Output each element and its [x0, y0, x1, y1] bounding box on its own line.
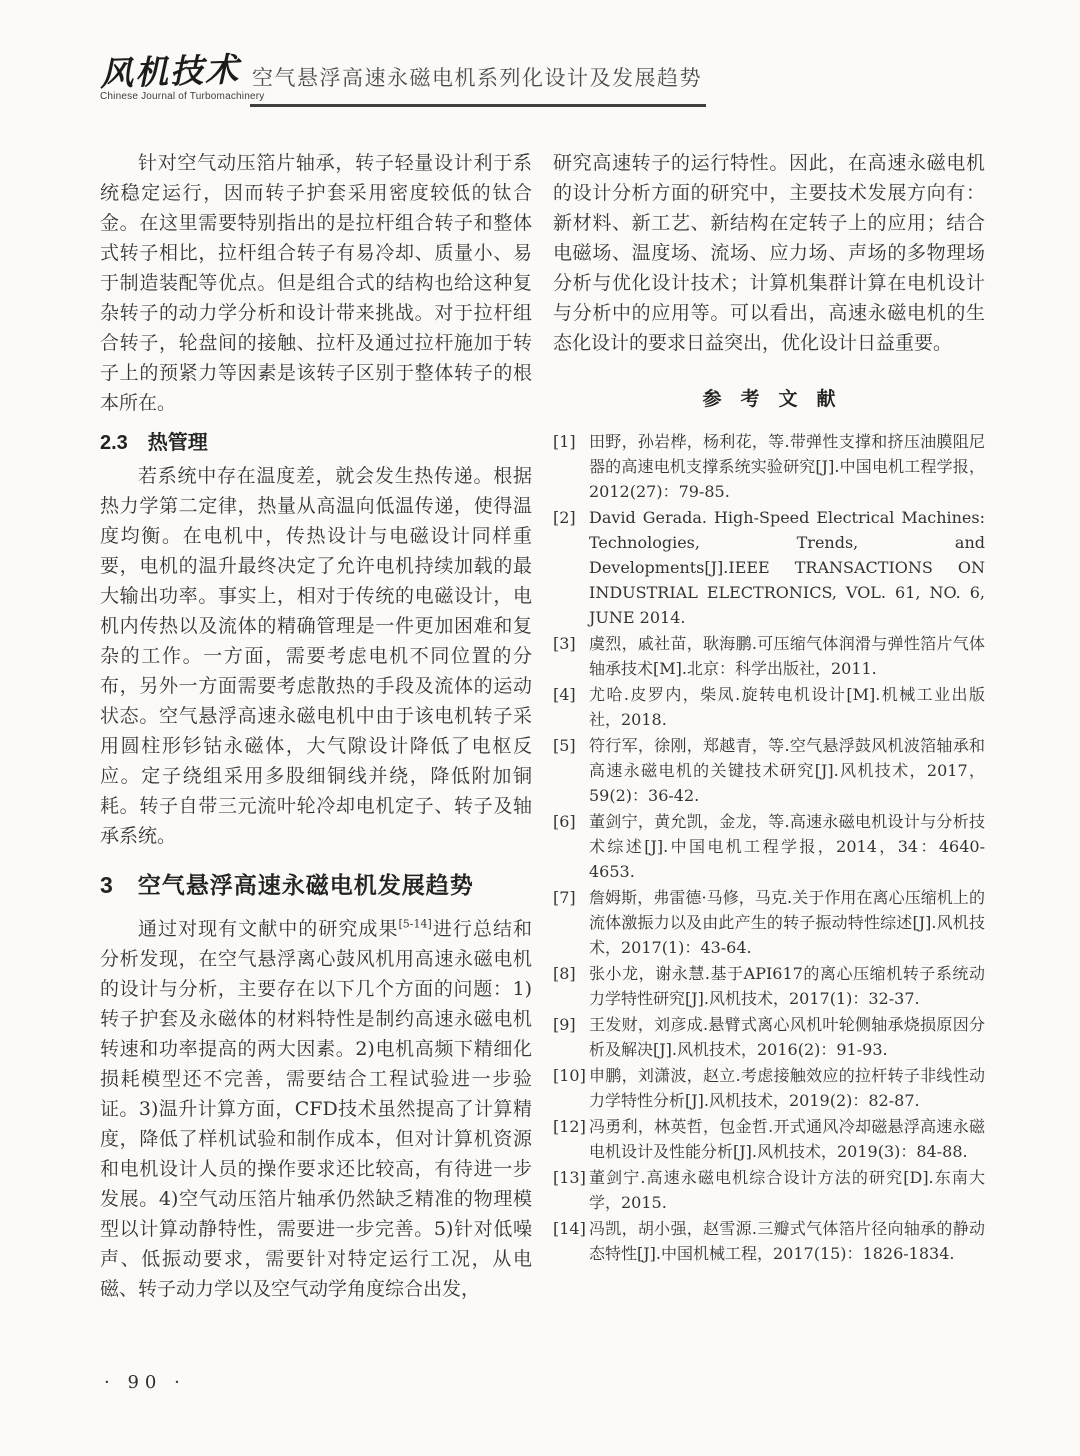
reference-number: [8] [553, 964, 576, 983]
references-list [553, 429, 985, 1266]
reference-number: [14] [553, 1219, 586, 1238]
journal-logo [99, 49, 265, 102]
reference-number: [7] [553, 888, 576, 907]
section-heading-2-3: 2.3 热管理 [100, 432, 208, 454]
reference-item [553, 885, 985, 960]
reference-text: 董剑宁.高速永磁电机综合设计方法的研究[D].东南大学，2015. [589, 1168, 985, 1212]
reference-text: David Gerada. High-Speed Electrical Machines: Technologies, Trends, and Developments[J].IEEE TRANSACTIONS ON INDUSTRIAL ELECTRONICS, VOL. 61, NO. 6, JUNE 2014. [589, 508, 985, 627]
reference-text: 尤哈.皮罗内，柴凤.旋转电机设计[M].机械工业出版社，2018. [589, 685, 985, 729]
reference-number: [13] [553, 1168, 586, 1187]
left-column [100, 148, 532, 1304]
reference-number: [6] [553, 812, 576, 831]
reference-item [553, 1063, 985, 1113]
reference-item [553, 1012, 985, 1062]
reference-text: 董剑宁，黄允凯，金龙，等.高速永磁电机设计与分析技术综述[J].中国电机工程学报，2014，34：4640-4653. [589, 812, 985, 881]
page-header [99, 49, 980, 107]
reference-number: [5] [553, 736, 576, 755]
citation-superscript: [5-14] [398, 917, 432, 931]
reference-number: [2] [553, 508, 576, 527]
body-paragraph-rotor: 针对空气动压箔片轴承，转子轻量设计利于系统稳定运行，因而转子护套采用密度较低的钛合金。在这里需要特别指出的是拉杆组合转子和整体式转子相比，拉杆组合转子有易冷却、质量小、易于制造装配等优点。但是组合式的结构也给这种复杂转子的动力学分析和设计带来挑战。对于拉杆组合转子，轮盘间的接触、拉杆及通过拉杆施加于转子上的预紧力等因素是该转子区别于整体转子的根本所在。 [100, 152, 532, 414]
reference-text: 虞烈，戚社苗，耿海鹏.可压缩气体润滑与弹性箔片气体轴承技术[M].北京：科学出版社，2011. [589, 634, 985, 678]
page-number: · 90 · [104, 1372, 186, 1393]
right-column [553, 148, 985, 1267]
reference-text: 符行军，徐刚，郑越青，等.空气悬浮鼓风机波箔轴承和高速永磁电机的关键技术研究[J].风机技术，2017，59(2)：36-42. [589, 736, 985, 805]
reference-number: [9] [553, 1015, 576, 1034]
reference-number: [10] [553, 1066, 586, 1085]
reference-number: [1] [553, 432, 576, 451]
reference-item [553, 809, 985, 884]
section-heading-3: 3 空气悬浮高速永磁电机发展趋势 [100, 872, 474, 898]
reference-item [553, 505, 985, 630]
reference-number: [12] [553, 1117, 586, 1136]
reference-item [553, 429, 985, 504]
reference-item [553, 631, 985, 681]
trends-text-lead: 通过对现有文献中的研究成果 [138, 918, 399, 940]
reference-item [553, 682, 985, 732]
reference-text: 田野，孙岩桦，杨利花，等.带弹性支撑和挤压油膜阻尼器的高速电机支撑系统实验研究[J].中国电机工程学报，2012(27)：79-85. [589, 432, 985, 501]
reference-text: 冯凯，胡小强，赵雪源.三瓣式气体箔片径向轴承的静动态特性[J].中国机械工程，2017(15)：1826-1834. [589, 1219, 985, 1263]
reference-number: [3] [553, 634, 576, 653]
reference-item [553, 1114, 985, 1164]
reference-item [553, 1165, 985, 1215]
reference-text: 詹姆斯，弗雷德·马修，马克.关于作用在离心压缩机上的流体激振力以及由此产生的转子振动特性综述[J].风机技术，2017(1)：43-64. [589, 888, 985, 957]
journal-logo-title: 风机技术 [99, 49, 241, 94]
references-heading: 参 考 文 献 [702, 389, 836, 410]
trends-text-tail: 进行总结和分析发现，在空气悬浮离心鼓风机用高速永磁电机的设计与分析，主要存在以下几个方面的问题：1)转子护套及永磁体的材料特性是制约高速永磁电机转速和功率提高的两大因素。2)电机高频下精细化损耗模型还不完善，需要结合工程试验进一步验证。3)温升计算方面，CFD技术虽然提高了计算精度，降低了样机试验和制作成本，但对计算机资源和电机设计人员的操作要求还比较高，有待进一步发展。4)空气动压箔片轴承仍然缺乏精准的物理模型以计算动静特性，需要进一步完善。5)针对低噪声、低振动要求，需要针对特定运行工况，从电磁、转子动力学以及空气动学角度综合出发， [100, 918, 532, 1300]
journal-logo-subtitle: Chinese Journal of Turbomachinery [100, 91, 265, 102]
running-title: 空气悬浮高速永磁电机系列化设计及发展趋势 [250, 54, 706, 107]
reference-text: 申鹏，刘潇波，赵立.考虑接触效应的拉杆转子非线性动力学特性分析[J].风机技术，2019(2)：82-87. [589, 1066, 985, 1110]
reference-item [553, 1216, 985, 1266]
reference-number: [4] [553, 685, 576, 704]
reference-item [553, 733, 985, 808]
body-paragraph-thermal: 若系统中存在温度差，就会发生热传递。根据热力学第二定律，热量从高温向低温传递，使得温度均衡。在电机中，传热设计与电磁设计同样重要，电机的温升最终决定了允许电机持续加载的最大输出功率。事实上，相对于传统的电磁设计，电机内传热以及流体的精确管理是一件更加困难和复杂的工作。一方面，需要考虑电机不同位置的分布，另外一方面需要考虑散热的手段及流体的运动状态。空气悬浮高速永磁电机中由于该电机转子采用圆柱形钐钴永磁体，大气隙设计降低了电枢反应。定子绕组采用多股细铜线并绕，降低附加铜耗。转子自带三元流叶轮冷却电机定子、转子及轴承系统。 [100, 465, 532, 847]
reference-item [553, 961, 985, 1011]
body-paragraph-trends [100, 914, 532, 1304]
reference-text: 王发财，刘彦成.悬臂式离心风机叶轮侧轴承烧损原因分析及解决[J].风机技术，2016(2)：91-93. [589, 1015, 985, 1059]
reference-text: 张小龙，谢永慧.基于API617的离心压缩机转子系统动力学特性研究[J].风机技术，2017(1)：32-37. [589, 964, 985, 1008]
body-paragraph-trends-continued: 研究高速转子的运行特性。因此，在高速永磁电机的设计分析方面的研究中，主要技术发展方向有：新材料、新工艺、新结构在定转子上的应用；结合电磁场、温度场、流场、应力场、声场的多物理场分析与优化设计技术；计算机集群计算在电机设计与分析中的应用等。可以看出，高速永磁电机的生态化设计的要求日益突出，优化设计日益重要。 [553, 152, 985, 354]
reference-text: 冯勇利，林英哲，包金哲.开式通风冷却磁悬浮高速永磁电机设计及性能分析[J].风机技术，2019(3)：84-88. [589, 1117, 985, 1161]
